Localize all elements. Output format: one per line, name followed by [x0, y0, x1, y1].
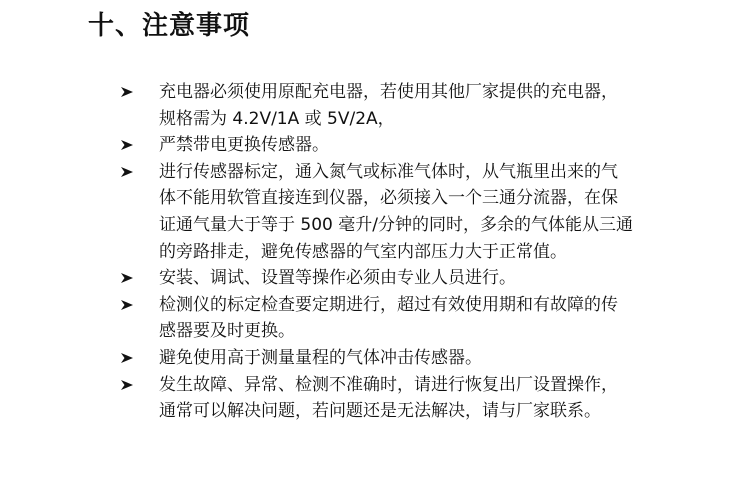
item-line: 充电器必须使用原配充电器，若使用其他厂家提供的充电器，	[159, 82, 618, 102]
list-item	[0, 345, 750, 372]
item-line: 进行传感器标定，通入氮气或标准气体时，从气瓶里出来的气	[159, 161, 618, 182]
arrowhead-bullet-icon	[118, 292, 136, 319]
item-line: 证通气量大于等于 500 毫升/分钟的同时，多余的气体能从三通	[159, 214, 633, 235]
list-item	[0, 265, 750, 292]
item-line: 避免使用高于测量量程的气体冲击传感器。	[159, 347, 482, 368]
list-item	[0, 372, 750, 425]
arrowhead-bullet-icon	[118, 132, 136, 159]
arrowhead-bullet-icon	[118, 345, 136, 372]
item-line: 检测仪的标定检查要定期进行，超过有效使用期和有故障的传	[159, 294, 618, 315]
list-item	[0, 159, 750, 265]
item-line: 发生故障、异常、检测不准确时，请进行恢复出厂设置操作，	[159, 374, 618, 395]
item-line: 安装、调试、设置等操作必须由专业人员进行。	[159, 268, 516, 289]
item-line: 规格需为 4.2V/1A 或 5V/2A，	[159, 108, 395, 129]
arrowhead-bullet-icon	[118, 79, 136, 106]
item-line: 通常可以解决问题，若问题还是无法解决，请与厂家联系。	[159, 401, 601, 422]
item-line: 感器要及时更换。	[159, 321, 295, 342]
arrowhead-bullet-icon	[118, 265, 136, 292]
list-item	[0, 292, 750, 345]
arrowhead-bullet-icon	[118, 159, 136, 186]
item-line: 的旁路排走，避免传感器的气室内部压力大于正常值。	[159, 241, 567, 262]
item-line: 严禁带电更换传感器。	[159, 135, 329, 156]
item-line: 体不能用软管直接连到仪器，必须接入一个三通分流器，在保	[159, 188, 618, 209]
section-heading: 十、注意事项	[88, 11, 251, 41]
list-item	[0, 79, 750, 132]
list-item	[0, 132, 750, 159]
arrowhead-bullet-icon	[118, 372, 136, 399]
precautions-list	[0, 79, 750, 425]
